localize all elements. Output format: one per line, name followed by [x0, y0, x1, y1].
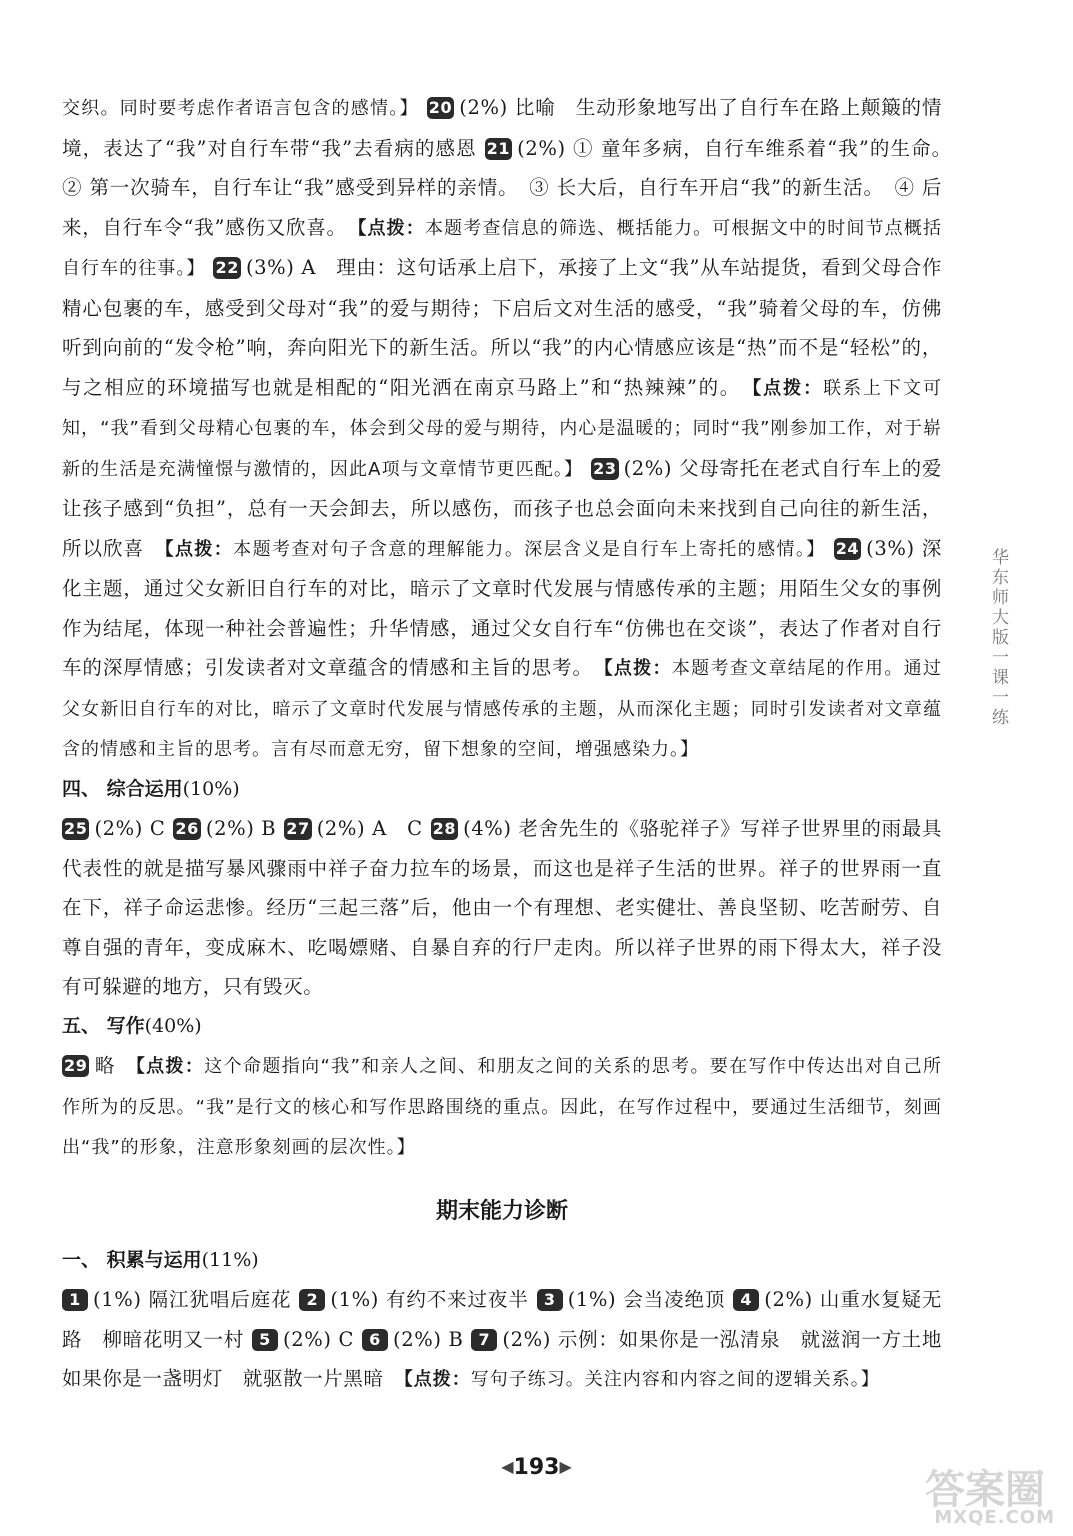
tip-text: 本题考查文章结尾的作用。通过父女新旧自行车的对比，暗示了文章时代发展与情感传承的主题，从而深化主题；同时引发读者对文章蕴含的情感和主旨的思考。言有尽而意无穷，留下想象的空间，增强感染力。】	[62, 658, 943, 760]
answers-25-28	[62, 809, 942, 1007]
question-number-badge: 25	[64, 819, 88, 838]
answer-text: (2%) 比喻 生动形象地写出了自行车在路上颠簸的情境，表达了“我”对自行车带“我”去看病的感恩	[62, 96, 943, 160]
question-number-badge: 20	[428, 98, 453, 117]
question-number-badge: 6	[362, 1329, 388, 1351]
question-number-badge: 3	[537, 1289, 563, 1311]
tip-label: 【点拨：	[357, 217, 425, 239]
question-number-badge: 23	[593, 458, 617, 478]
question-number-badge: 7	[471, 1329, 497, 1351]
tip-label: 【点拨：	[603, 658, 672, 679]
section-label: 四、 综合运用	[62, 777, 183, 800]
tip-text: 这个命题指向“我”和亲人之间、和朋友之间的关系的思考。要在写作中传达出对自己所作所为的反思。“我”是行文的核心和写作思路围绕的重点。因此，在写作过程中，要通过生活细节，刻画出“我”的形象，注意形象刻画的层次性。】	[62, 1056, 942, 1158]
tip-label: 【点拨：	[164, 538, 234, 560]
watermark-url: MXQE.COM	[934, 1507, 1055, 1528]
question-number-badge: 22	[215, 258, 239, 277]
answer-text: (1%) 有约不来过夜半	[330, 1288, 529, 1311]
answer-text: (2%) A C	[316, 817, 423, 840]
question-number-badge: 24	[835, 538, 860, 558]
answer-text: (2%) B	[393, 1327, 464, 1351]
tip-label: 【点拨：	[403, 1369, 471, 1390]
section-label: 一、 积累与运用	[62, 1248, 202, 1271]
answer-text: (2%) C	[94, 817, 166, 840]
answer-text: (1%) 隔江犹唱后庭花	[93, 1288, 292, 1311]
tip-label: 【点拨：	[752, 377, 824, 399]
question-number-badge: 21	[486, 138, 511, 158]
left-arrow-icon: ◀	[501, 1457, 514, 1476]
section-percent: (11%)	[201, 1248, 259, 1271]
answer-text: (1%) 会当凌绝顶	[567, 1288, 726, 1311]
section-percent: (40%)	[144, 1014, 202, 1037]
answer-page	[62, 88, 963, 1400]
answer-text: (2%) C	[283, 1327, 355, 1351]
watermark-big-text: 答案圈	[925, 1467, 1045, 1513]
answer-text: (2%) 父母寄托在老式自行车上的爱让孩子感到“负担”，总有一天会卸去，所以感伤，而孩子也总会面向未来找到自己向往的新生活，所以欣喜	[62, 456, 942, 560]
answer-text: (2%) ① 童年多病，自行车维系着“我”的生命。 ② 第一次骑车，自行车让“我”感受到异样的亲情。 ③ 长大后，自行车开启“我”的新生活。 ④ 后来，自行车令“我”感伤又欣喜。	[62, 136, 963, 239]
page-number-value: 193	[513, 1455, 560, 1480]
section-percent: (10%)	[182, 777, 240, 800]
answer-text: (3%) A 理由：这句话承上启下，承接了上文“我”从车站提货，看到父母合作精心包裹的车，感受到父母对“我”的爱与期待；下启后文对生活的感受，“我”骑着父母的车，仿佛听到向前的“发令枪”响，奔向阳光下的新生活。所以“我”的内心情感应该是“热”而不是“轻松”的，与之相应的环境描写也就是相配的“阳光洒在南京马路上”和“热辣辣”的。	[62, 256, 943, 399]
section-label: 五、 写作	[62, 1014, 145, 1037]
tip-text: 本题考查对句子含意的理解能力。深层含义是自行车上寄托的感情。】	[233, 538, 826, 560]
question-number-badge: 2	[299, 1289, 325, 1311]
question-number-badge: 26	[175, 819, 199, 838]
question-number-badge: 4	[733, 1289, 759, 1311]
section-heading-5	[62, 1007, 942, 1047]
question-number-badge: 5	[252, 1329, 278, 1351]
tip-text: 联系上下文可知，“我”看到父母精心包裹的车，体会到父母的爱与期待，内心是温暖的；同时“我”刚参加工作，对于崭新的生活是充满憧憬与激情的，因此A项与文章情节更匹配。】	[62, 377, 943, 480]
watermark-logo	[885, 1458, 1055, 1528]
section-heading-4	[62, 770, 942, 810]
answers-20-24	[62, 88, 963, 770]
section-heading-1	[62, 1241, 942, 1281]
question-number-badge: 1	[62, 1289, 88, 1311]
text-run: 交织。同时要考虑作者语言包含的感情。】	[62, 98, 419, 119]
answer-text: (2%) 示例：如果你是一泓清泉 就滋润一方土地 如果你是一盏明灯 就驱散一片黑暗	[62, 1327, 963, 1390]
tip-text: 本题考查信息的筛选、概括能力。可根据文中的时间节点概括自行车的往事。】	[62, 217, 942, 279]
answer-text: (3%) 深化主题，通过父女新旧自行车的对比，暗示了文章时代发展与情感传承的主题；用陌生父女的事例作为结尾，体现一种社会普遍性；升华情感，通过父女自行车“仿佛也在交谈”，表达了作者对自行车的深厚情感；引发读者对文章蕴含的情感和主旨的思考。	[62, 536, 943, 679]
tip-text: 写句子练习。关注内容和内容之间的逻辑关系。】	[470, 1369, 880, 1390]
question-number-badge: 28	[432, 819, 457, 838]
right-arrow-icon: ▶	[559, 1457, 572, 1476]
answer-text: 略	[94, 1054, 116, 1077]
answer-text: (4%) 老舍先生的《骆驼祥子》写祥子世界里的雨最具代表性的就是描写暴风骤雨中祥子奋力拉车的场景，而这也是祥子生活的世界。祥子的世界雨一直在下，祥子命运悲惨。经历“三起三落”后，他由一个有理想、老实健壮、善良坚韧、吃苦耐劳、自尊自强的青年，变成麻木、吃喝嫖赌、自暴自弃的行尸走肉。所以祥子世界的雨下得太大，祥子没有可躲避的地方，只有毁灭。	[62, 817, 943, 998]
answer-29	[62, 1046, 942, 1168]
side-running-title: 华东师大版一课一练	[988, 548, 1008, 728]
answer-text: (2%) B	[205, 817, 277, 840]
question-number-badge: 29	[64, 1056, 88, 1075]
tip-label: 【点拨：	[135, 1056, 205, 1077]
exam-title: 期末能力诊断	[435, 1198, 568, 1224]
question-number-badge: 27	[286, 819, 310, 838]
answer-text: (2%) 山重水复疑无路 柳暗花明又一村	[62, 1288, 942, 1351]
answers-1-7	[62, 1280, 963, 1400]
